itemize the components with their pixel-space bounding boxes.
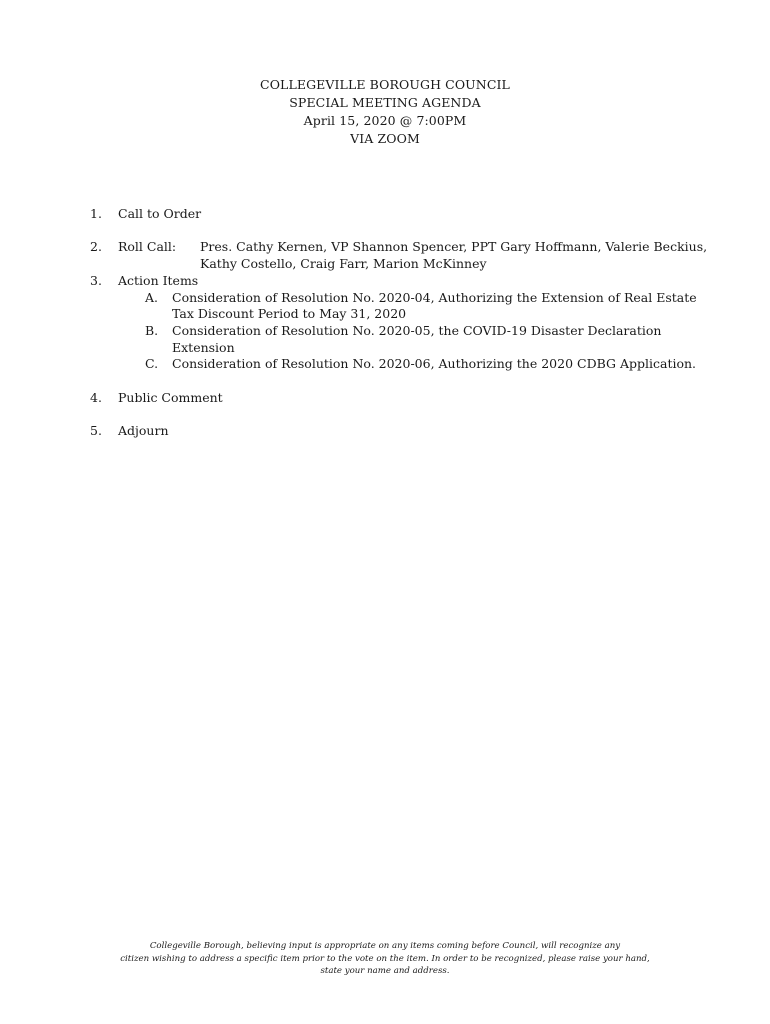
action-item-letter: A.	[145, 290, 159, 305]
agenda-item-number: 4.	[90, 390, 102, 405]
agenda-page: COLLEGEVILLE BOROUGH COUNCIL SPECIAL MEETING AGENDA April 15, 2020 @ 7:00PM VIA ZOOM 1. Call to Order 2. Roll Call: Pres. Cathy Kernen, VP Shannon Spencer, PPT Gary Hoffmann, Valerie Beckius, Kathy Costello, Craig Farr, Marion McKinney 3. Action Items A. Consideration of Resolution No. 2020-04, Authorizing the Extension of Real Estate Tax Discount Period to May 31, 2020 B. Consideration of Resolution No. 2020-05, the COVID-19 Disaster Declaration Extension C. Consideration of Resolution No. 2020-06, Authorizing the 2020 CDBG Application. 4. Public Comment 5. Adjourn Collegeville Borough, believing input is appropriate on any items coming before Council, will recognize any citizen wishing to address a specific item prior to the vote on the item. In order to be recognized, please raise your hand, state your name and address.	[0, 0, 770, 1024]
action-item-text-line-2: Tax Discount Period to May 31, 2020	[172, 306, 407, 321]
agenda-item-label: Adjourn	[118, 423, 169, 438]
notice-line-1: Collegeville Borough, believing input is appropriate on any items coming before Council, will recognize any	[149, 941, 621, 951]
agenda-item-label: Call to Order	[118, 206, 202, 221]
action-item-letter: C.	[145, 356, 159, 371]
action-item-text-line-1: Consideration of Resolution No. 2020-04, Authorizing the Extension of Real Estate	[172, 290, 697, 305]
notice-line-2: citizen wishing to address a specific item prior to the vote on the item. In order to be recognized, please raise your hand,	[120, 953, 650, 964]
agenda-item-number: 2.	[90, 239, 102, 254]
header-venue: VIA ZOOM	[350, 131, 420, 146]
action-item-text-line-1: Consideration of Resolution No. 2020-06, Authorizing the 2020 CDBG Application.	[172, 356, 697, 371]
agenda-item-label: Public Comment	[118, 390, 223, 405]
document-header	[0, 76, 770, 148]
header-date-time: April 15, 2020 @ 7:00PM	[303, 113, 467, 128]
agenda-item-number: 5.	[90, 423, 102, 438]
header-meeting-type: SPECIAL MEETING AGENDA	[289, 95, 481, 110]
header-council-name: COLLEGEVILLE BOROUGH COUNCIL	[260, 77, 510, 92]
agenda-item-label: Roll Call:	[118, 239, 177, 254]
agenda-item-number: 1.	[90, 206, 102, 221]
action-item-text-line-1: Consideration of Resolution No. 2020-05, the COVID-19 Disaster Declaration	[172, 323, 662, 338]
notice-line-3: state your name and address.	[320, 966, 450, 976]
agenda-item-label: Action Items	[118, 273, 199, 288]
agenda-item-number: 3.	[90, 273, 102, 288]
action-item-letter: B.	[145, 323, 159, 338]
public-comment-notice	[0, 940, 770, 978]
action-item-text-line-2: Extension	[172, 340, 235, 355]
